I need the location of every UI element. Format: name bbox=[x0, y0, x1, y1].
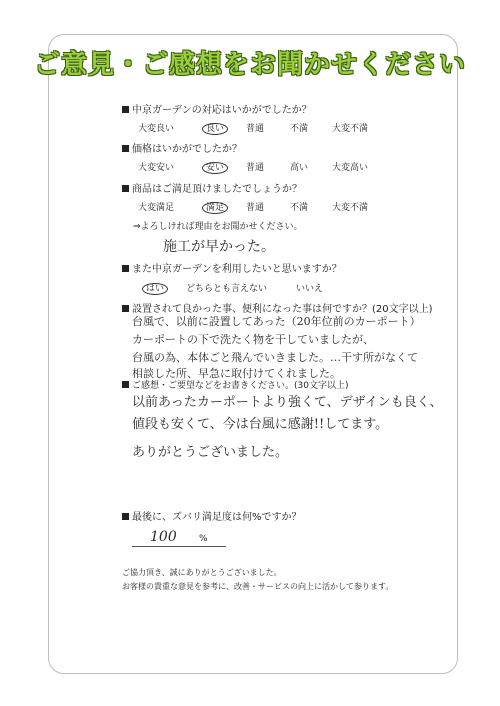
question-3 bbox=[122, 180, 302, 195]
selection-circle: はい bbox=[142, 283, 168, 295]
q4-option-2: どちらとも言えない bbox=[186, 284, 268, 294]
q5-answer-line-2: カーポートの下で洗たく物を干していましたが、 bbox=[132, 333, 374, 346]
q2-option-3: 普通 bbox=[246, 163, 265, 173]
question-7-text: 最後に、ズバリ満足度は何%ですか？ bbox=[132, 512, 302, 523]
q5-answer-line-1: 台風で、以前に設置してあった（20年位前のカーポート） bbox=[132, 315, 421, 328]
q3-handwritten-answer: 施工が早かった。 bbox=[163, 239, 275, 255]
percent-unit: % bbox=[199, 534, 208, 544]
bullet-square-icon bbox=[122, 381, 129, 388]
question-2-text: 価格はいかがでしたか？ bbox=[132, 144, 242, 155]
q6-answer-line-3: ありがとうございました。 bbox=[132, 445, 289, 460]
q3-option-1: 大変満足 bbox=[138, 203, 175, 213]
q3-option-3: 普通 bbox=[246, 203, 265, 213]
page-title: ご意見・ご感想をお聞かせください bbox=[33, 50, 466, 80]
q3-option-2-selected bbox=[206, 200, 228, 213]
question-5-text: 設置されて良かった事、便利になった事は何ですか？(20文字以上) bbox=[132, 304, 433, 315]
q3-option-4: 不満 bbox=[290, 203, 309, 213]
selection-circle: 満足 bbox=[202, 202, 228, 214]
answer-underline bbox=[132, 546, 226, 547]
q2-option-5: 大変高い bbox=[332, 163, 369, 173]
q1-option-4: 不満 bbox=[290, 124, 309, 134]
q5-answer-line-3: 台風の為、本体ごと飛んでいきました。…干す所がなくて bbox=[132, 351, 418, 364]
bullet-square-icon bbox=[122, 185, 129, 192]
q6-answer-line-2: 値段も安くて、今は台風に感謝!!してます。 bbox=[132, 417, 389, 432]
q1-option-2-selected bbox=[206, 121, 228, 134]
question-4-text: また中京ガーデンを利用したいと思いますか？ bbox=[132, 264, 342, 275]
q2-option-1: 大変安い bbox=[138, 163, 175, 173]
q2-option-4: 高い bbox=[290, 163, 309, 173]
question-1-text: 中京ガーデンの対応はいかがでしたか？ bbox=[132, 105, 312, 116]
q5-answer-line-4: 相談した所、早急に取付けてくれました。 bbox=[132, 367, 341, 380]
question-1 bbox=[122, 101, 312, 116]
bullet-square-icon bbox=[122, 265, 129, 272]
q4-option-1-selected bbox=[146, 281, 168, 294]
bullet-square-icon bbox=[122, 513, 129, 520]
bullet-square-icon bbox=[122, 305, 129, 312]
q1-option-5: 大変不満 bbox=[332, 124, 369, 134]
q1-option-1: 大変良い bbox=[138, 124, 175, 134]
bullet-square-icon bbox=[122, 145, 129, 152]
question-6 bbox=[122, 378, 348, 391]
q3-option-5: 大変不満 bbox=[332, 203, 369, 213]
q4-option-3: いいえ bbox=[296, 284, 324, 294]
question-4 bbox=[122, 260, 342, 275]
footer-thanks: ご協力頂き、誠にありがとうございました。 bbox=[122, 568, 282, 577]
satisfaction-value: 100 bbox=[150, 529, 177, 545]
reason-prompt: ⇒よろしければ理由をお聞かせください。 bbox=[133, 222, 303, 232]
selection-circle: 安い bbox=[202, 162, 228, 174]
q6-answer-line-1: 以前あったカーポートより強くて、デザインも良く、 bbox=[132, 395, 443, 410]
question-2 bbox=[122, 140, 242, 155]
q1-option-3: 普通 bbox=[246, 124, 265, 134]
footer-note: お客様の貴重な意見を参考に、改善・サービスの向上に活かして参ります。 bbox=[122, 582, 394, 591]
question-3-text: 商品はご満足頂けましたでしょうか？ bbox=[132, 184, 302, 195]
selection-circle: 良い bbox=[202, 123, 228, 135]
question-7 bbox=[122, 508, 302, 523]
q2-option-2-selected bbox=[206, 160, 228, 173]
question-6-text: ご感想・ご要望などをお書きください。(30文字以上) bbox=[132, 381, 349, 391]
bullet-square-icon bbox=[122, 106, 129, 113]
